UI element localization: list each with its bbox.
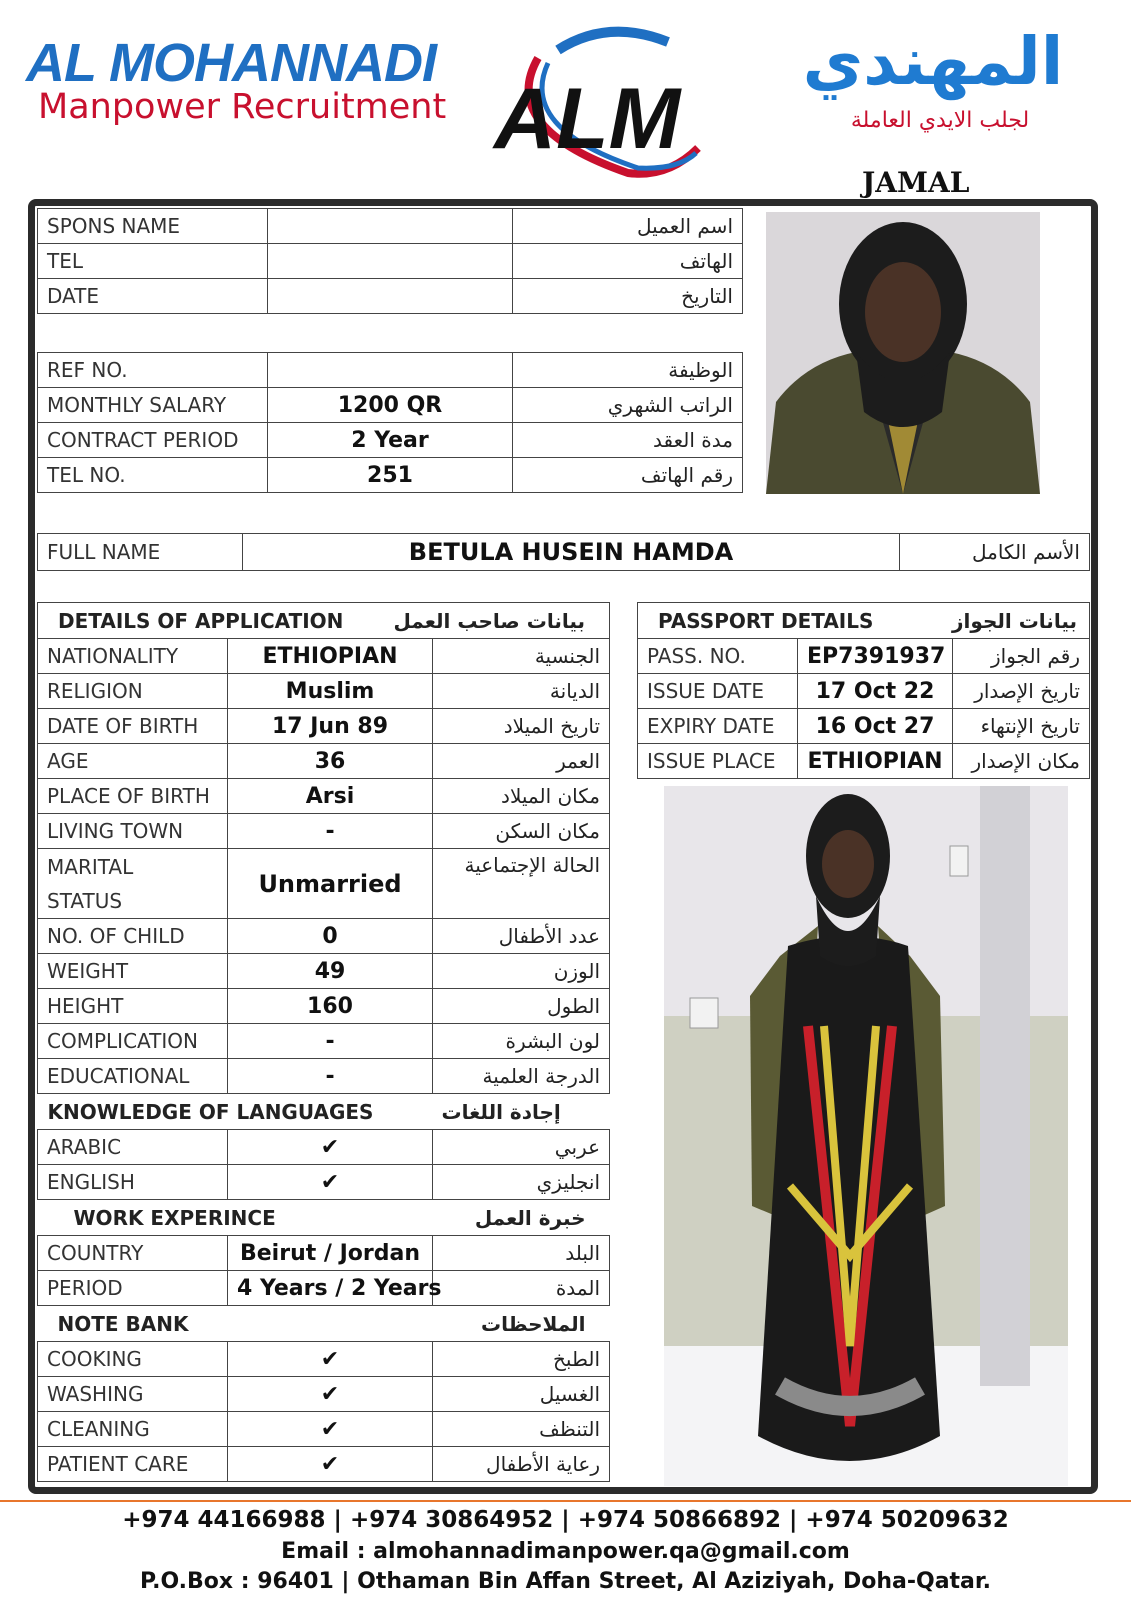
field-label: DATE OF BIRTH (38, 709, 228, 744)
section-title: PASSPORT DETAILS (638, 603, 953, 639)
table-row (38, 388, 743, 423)
field-label (38, 849, 228, 919)
table-row (38, 639, 610, 674)
marital-status-value: Unmarried (228, 849, 433, 919)
table-row (38, 779, 610, 814)
logo-swoosh-top (558, 32, 668, 50)
field-label-arabic: رقم الجواز (953, 639, 1090, 674)
sponsor-tel-value (268, 244, 513, 279)
field-label-arabic: انجليزي (433, 1165, 610, 1200)
ref-no-value (268, 353, 513, 388)
field-label-arabic: التاريخ (513, 279, 743, 314)
section-header (38, 1200, 610, 1236)
field-label-arabic: العمر (433, 744, 610, 779)
check-icon: ✔ (228, 1165, 433, 1200)
section-title-arabic: بيانات صاحب العمل (433, 603, 610, 639)
field-label: REF NO. (38, 353, 268, 388)
table-row (38, 1130, 610, 1165)
children-value: 0 (228, 919, 433, 954)
passport-number-value: EP7391937 (798, 639, 953, 674)
field-label: COOKING (38, 1342, 228, 1377)
field-label: CLEANING (38, 1412, 228, 1447)
weight-value: 49 (228, 954, 433, 989)
field-label-arabic: الطبخ (433, 1342, 610, 1377)
tel-no-value: 251 (268, 458, 513, 493)
expiry-date-value: 16 Oct 27 (798, 709, 953, 744)
table-row (38, 674, 610, 709)
full-name-table (37, 533, 1090, 571)
section-title-arabic: خبرة العمل (474, 1205, 586, 1230)
field-label: PATIENT CARE (38, 1447, 228, 1482)
field-label: PLACE OF BIRTH (38, 779, 228, 814)
job-table (37, 352, 743, 493)
table-row (38, 1342, 610, 1377)
field-label: NATIONALITY (38, 639, 228, 674)
field-label: SPONS NAME (38, 209, 268, 244)
field-label-arabic: عدد الأطفال (433, 919, 610, 954)
check-icon: ✔ (228, 1377, 433, 1412)
field-label-arabic: الجنسية (433, 639, 610, 674)
section-title-arabic: الملاحظات (481, 1311, 586, 1336)
issue-date-value: 17 Oct 22 (798, 674, 953, 709)
table-row (38, 919, 610, 954)
table-row (38, 279, 743, 314)
field-label: NO. OF CHILD (38, 919, 228, 954)
height-value: 160 (228, 989, 433, 1024)
table-row (38, 1059, 610, 1094)
table-row (38, 458, 743, 493)
check-icon: ✔ (228, 1447, 433, 1482)
field-label-arabic: لون البشرة (433, 1024, 610, 1059)
brand-subtitle-arabic: لجلب الايدي العاملة (850, 108, 1030, 133)
field-label-arabic: الأسم الكامل (900, 534, 1090, 571)
table-row (638, 744, 1090, 779)
table-row (38, 534, 1090, 571)
field-label: PERIOD (38, 1271, 228, 1306)
marital-label-line2: STATUS (47, 888, 123, 913)
section-title: NOTE BANK (57, 1311, 189, 1336)
table-row (38, 814, 610, 849)
table-row (38, 244, 743, 279)
field-label: RELIGION (38, 674, 228, 709)
table-row (38, 353, 743, 388)
field-label: EDUCATIONAL (38, 1059, 228, 1094)
table-row (38, 209, 743, 244)
table-row (38, 1412, 610, 1447)
table-row (38, 954, 610, 989)
brand-subtitle: Manpower Recruitment (38, 87, 447, 127)
religion-value: Muslim (228, 674, 433, 709)
table-row (38, 1377, 610, 1412)
section-title: DETAILS OF APPLICATION (38, 603, 433, 639)
field-label-arabic: البلد (433, 1236, 610, 1271)
table-row (38, 1236, 610, 1271)
field-label-arabic: مكان الميلاد (433, 779, 610, 814)
section-title: WORK EXPERINCE (73, 1205, 276, 1230)
table-row (38, 989, 610, 1024)
footer-address: P.O.Box : 96401 | Othaman Bin Affan Street, Al Aziziyah, Doha-Qatar. (140, 1569, 991, 1594)
place-of-birth-value: Arsi (228, 779, 433, 814)
field-label-arabic: الحالة الإجتماعية (433, 849, 610, 919)
application-table (37, 602, 610, 1482)
contract-period-value: 2 Year (268, 423, 513, 458)
field-label: ISSUE PLACE (638, 744, 798, 779)
field-label-arabic: المدة (433, 1271, 610, 1306)
field-label: TEL NO. (38, 458, 268, 493)
sponsor-table (37, 208, 743, 314)
table-row (638, 639, 1090, 674)
field-label: EXPIRY DATE (638, 709, 798, 744)
sponsor-date-value (268, 279, 513, 314)
field-label: ENGLISH (38, 1165, 228, 1200)
field-label: AGE (38, 744, 228, 779)
issue-place-value: ETHIOPIAN (798, 744, 953, 779)
field-label: HEIGHT (38, 989, 228, 1024)
field-label-arabic: الهاتف (513, 244, 743, 279)
section-title-arabic: بيانات الجواز (953, 603, 1090, 639)
portrait-photo (766, 212, 1040, 494)
table-row (38, 709, 610, 744)
field-label: CONTRACT PERIOD (38, 423, 268, 458)
salary-value: 1200 QR (268, 388, 513, 423)
field-label-arabic: الراتب الشهري (513, 388, 743, 423)
field-label: LIVING TOWN (38, 814, 228, 849)
field-label-arabic: الدرجة العلمية (433, 1059, 610, 1094)
logo-text: ALM (494, 71, 681, 167)
section-header (38, 1306, 610, 1342)
table-row (638, 674, 1090, 709)
field-label-arabic: التنظف (433, 1412, 610, 1447)
field-label: WASHING (38, 1377, 228, 1412)
footer-phones: +974 44166988 | +974 30864952 | +974 50866892 | +974 50209632 (122, 1507, 1009, 1533)
field-label-arabic: عربي (433, 1130, 610, 1165)
field-label-arabic: تاريخ الإنتهاء (953, 709, 1090, 744)
footer-email: Email : almohannadimanpower.qa@gmail.com (281, 1539, 850, 1564)
field-label-arabic: الوظيفة (513, 353, 743, 388)
complication-value: - (228, 1024, 433, 1059)
table-row (38, 1165, 610, 1200)
section-header (638, 603, 1090, 639)
field-label-arabic: رعاية الأطفال (433, 1447, 610, 1482)
table-row (38, 849, 610, 919)
field-label: COMPLICATION (38, 1024, 228, 1059)
agent-name: JAMAL (862, 166, 970, 199)
section-header (38, 603, 610, 639)
table-row (38, 1447, 610, 1482)
table-row (38, 1271, 610, 1306)
field-label-arabic: تاريخ الإصدار (953, 674, 1090, 709)
field-label-arabic: مكان الإصدار (953, 744, 1090, 779)
check-icon: ✔ (228, 1130, 433, 1165)
field-label-arabic: اسم العميل (513, 209, 743, 244)
nationality-value: ETHIOPIAN (228, 639, 433, 674)
brand-name-english: AL MOHANNADI (26, 33, 436, 93)
age-value: 36 (228, 744, 433, 779)
brand-name-arabic: المهندي (802, 23, 1064, 100)
table-row (38, 1024, 610, 1059)
field-label-arabic: مكان السكن (433, 814, 610, 849)
field-label: DATE (38, 279, 268, 314)
table-row (638, 709, 1090, 744)
field-label: COUNTRY (38, 1236, 228, 1271)
experience-period-value: 4 Years / 2 Years (228, 1271, 433, 1306)
marital-label-line1: MARITAL (47, 854, 134, 879)
field-label-arabic: الديانة (433, 674, 610, 709)
section-title-arabic: إجادة اللغات (441, 1099, 561, 1124)
passport-table (637, 602, 1090, 779)
field-label: FULL NAME (38, 534, 243, 571)
field-label-arabic: رقم الهاتف (513, 458, 743, 493)
field-label: PASS. NO. (638, 639, 798, 674)
field-label: WEIGHT (38, 954, 228, 989)
table-row (38, 423, 743, 458)
field-label: ISSUE DATE (638, 674, 798, 709)
check-icon: ✔ (228, 1342, 433, 1377)
field-label-arabic: الطول (433, 989, 610, 1024)
section-header (38, 1094, 610, 1130)
footer-divider (0, 1500, 1131, 1502)
full-body-photo (640, 786, 1088, 1486)
education-value: - (228, 1059, 433, 1094)
living-town-value: - (228, 814, 433, 849)
section-title: KNOWLEDGE OF LANGUAGES (47, 1099, 374, 1124)
field-label-arabic: الغسيل (433, 1377, 610, 1412)
field-label: ARABIC (38, 1130, 228, 1165)
field-label: TEL (38, 244, 268, 279)
experience-country-value: Beirut / Jordan (228, 1236, 433, 1271)
check-icon: ✔ (228, 1412, 433, 1447)
field-label: MONTHLY SALARY (38, 388, 268, 423)
dob-value: 17 Jun 89 (228, 709, 433, 744)
field-label-arabic: الوزن (433, 954, 610, 989)
alm-logo (488, 18, 728, 178)
full-name-value: BETULA HUSEIN HAMDA (243, 534, 900, 571)
sponsor-name-value (268, 209, 513, 244)
field-label-arabic: مدة العقد (513, 423, 743, 458)
field-label-arabic: تاريخ الميلاد (433, 709, 610, 744)
table-row (38, 744, 610, 779)
